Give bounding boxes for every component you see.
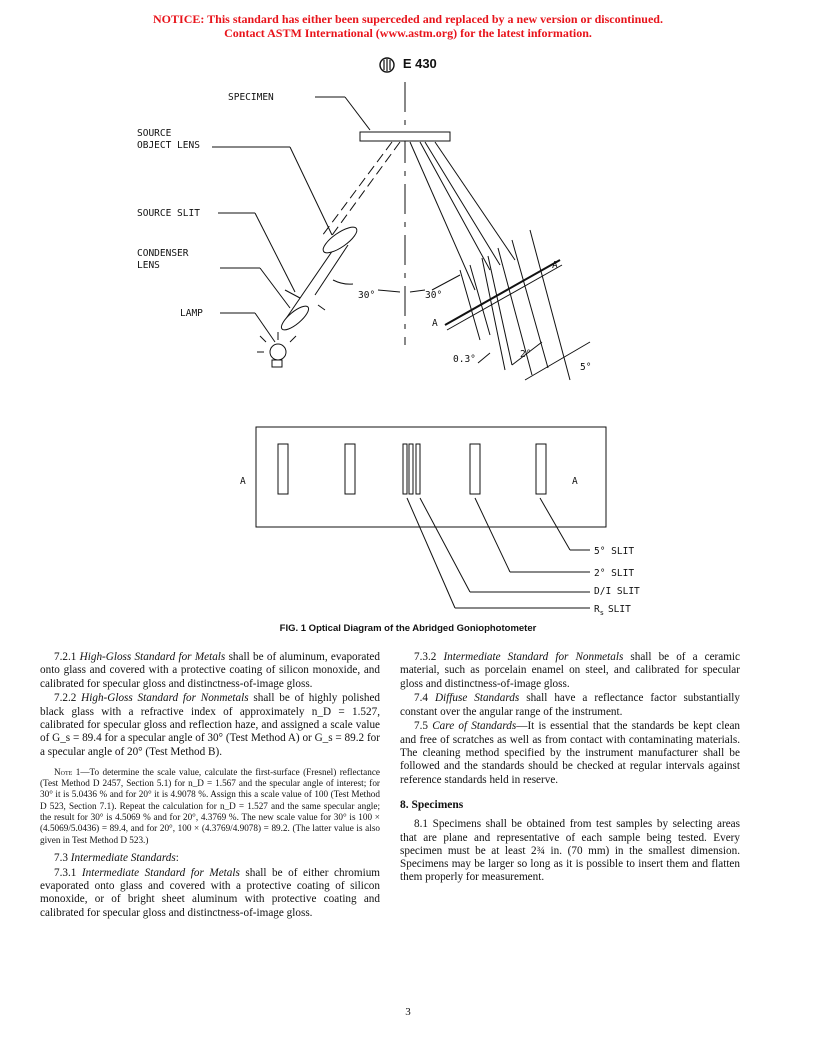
para-text: shall be of a ceramic material, such as porcelain enamel on steel, and calibrated for specular gloss and distinctness-of-image gloss. <box>400 651 740 690</box>
note-1 <box>40 767 380 846</box>
notice-banner <box>0 12 816 40</box>
para-title: Intermediate Standard for Metals <box>81 866 240 879</box>
label-condenser-2: LENS <box>137 260 160 271</box>
para-text: shall be of aluminum, evaporated onto glass and covered with a protective coating of silicon monoxide, and calibrated for specular gloss and distinctness-of-image gloss. <box>40 651 380 690</box>
para-num: 7.4 <box>414 692 428 705</box>
label-slit-rs <box>594 604 631 617</box>
document-header <box>0 56 816 73</box>
label-specimen: SPECIMEN <box>228 92 274 103</box>
para-title: Intermediate Standard for Nonmetals <box>443 651 624 663</box>
note-label: Note 1 <box>54 766 81 777</box>
para-7-2-1 <box>40 651 380 691</box>
label-condenser-1: CONDENSER <box>137 248 189 259</box>
label-slit-5: 5° SLIT <box>594 546 635 557</box>
label-slit-2: 2° SLIT <box>594 568 635 579</box>
label-a-lower: A <box>432 318 438 329</box>
label-angle-30-right: 30° <box>425 290 443 301</box>
para-title: High-Gloss Standard for Metals <box>79 651 226 663</box>
label-a-box-right: A <box>572 476 578 487</box>
para-num: 7.2.2 <box>54 692 77 705</box>
para-7-2-2 <box>40 692 380 758</box>
designation: E 430 <box>402 56 437 71</box>
para-text: shall be of highly polished black glass with a refractive index of approximately n_D = 1.527, calibrated for specular gloss and reflection haze, and assigned a scale value of G_s = 89.4 for a specular angle of 30° (Test Method A) or G_s = 89.2 for a specular angle of 20° (Test Method B). <box>40 692 381 758</box>
label-source-1: SOURCE <box>137 128 172 139</box>
para-num: 7.3 <box>54 851 68 864</box>
para-title: Care of Standards <box>432 720 517 733</box>
label-angle-0-3: 0.3° <box>453 354 476 365</box>
left-column <box>40 651 380 921</box>
label-slit-di: D/I SLIT <box>594 586 640 597</box>
notice-line-2: Contact ASTM International (www.astm.org) for the latest information. <box>224 26 592 40</box>
page-number: 3 <box>405 1006 411 1018</box>
para-7-3-1 <box>40 867 380 920</box>
para-7-3-2 <box>400 651 740 691</box>
label-a-upper: A <box>552 260 558 271</box>
para-title: Intermediate Standards <box>70 851 176 864</box>
note-text: —To determine the scale value, calculate the first-surface (Fresnel) reflectance (Test Method D 2457, Section 5.1) for n_D = 1.567 and the specular angle of interest; for 30° it is 5.0436 % and for 20° it is 4.9078 %. Assign this a scale value of 100 (Test Method D 523, Section 7.1). Repeat the calculation for n_D = 1.527 and the same specular angle; the result for 30° is 4.5069 % and for 20°, 4.3769 %. The new scale value for 30° is 100 × (4.5069/5.0436) = 89.4, and for 20°, 100 × (4.3769/4.9078) = 89.2. (The latter value is also given in Test Method D 523.) <box>40 766 380 845</box>
optical-diagram <box>120 80 680 620</box>
label-angle-5: 5° <box>580 362 592 373</box>
para-num: 7.5 <box>414 720 428 733</box>
para-num: 7.2.1 <box>54 651 77 663</box>
para-text: shall have a reflectance factor substantially constant over the angular range of the instrument. <box>400 692 741 718</box>
label-source-2: OBJECT LENS <box>137 140 200 151</box>
label-source-slit: SOURCE SLIT <box>137 208 200 219</box>
para-title: Diffuse Standards <box>434 692 520 705</box>
para-num: 7.3.2 <box>414 651 437 663</box>
para-7-4 <box>400 692 740 719</box>
label-angle-2: 2° <box>520 349 532 360</box>
para-text: shall be of either chromium evaporated onto glass and covered with a protective coating of silicon monoxide, or of bright sheet aluminum with protective coating and calibrated for specular gloss and distinctness-of-image gloss. <box>40 866 381 919</box>
label-lamp: LAMP <box>180 308 203 319</box>
label-a-box-left: A <box>240 476 246 487</box>
para-8-1: 8.1 Specimens shall be obtained from test samples by selecting areas that are plane and representative of each sample being tested. Every specimen must be at least 2¾ in. (70 mm) in the smallest dimension. Specimens may be larger so long as it is possible to insert them and flatten them properly for measurement. <box>400 818 740 884</box>
label-slit-rs-letter: R <box>594 604 600 615</box>
para-7-3: 7.3 Intermediate Standards: <box>54 851 179 864</box>
section-8-heading: 8. Specimens <box>400 798 464 811</box>
label-slit-rs-sub: s <box>599 609 604 617</box>
right-column <box>400 651 740 886</box>
para-7-5 <box>400 720 740 786</box>
label-angle-30-left: 30° <box>358 290 376 301</box>
figure-caption: FIG. 1 Optical Diagram of the Abridged Goniophotometer <box>279 623 537 634</box>
para-num: 7.3.1 <box>54 866 77 879</box>
label-slit-rs-word: SLIT <box>607 604 631 615</box>
para-text: —It is essential that the standards be kept clean and free of scratches as well as from contact with contaminating materials. The cleaning method specified by the instrument manufacturer shall be followed and the standards should be checked at regular intervals against reference standards held in reserve. <box>400 720 741 786</box>
astm-logo-icon <box>379 57 395 73</box>
para-title: High-Gloss Standard for Nonmetals <box>81 692 249 705</box>
notice-line-1: NOTICE: This standard has either been superceded and replaced by a new version or discontinued. <box>153 12 663 26</box>
